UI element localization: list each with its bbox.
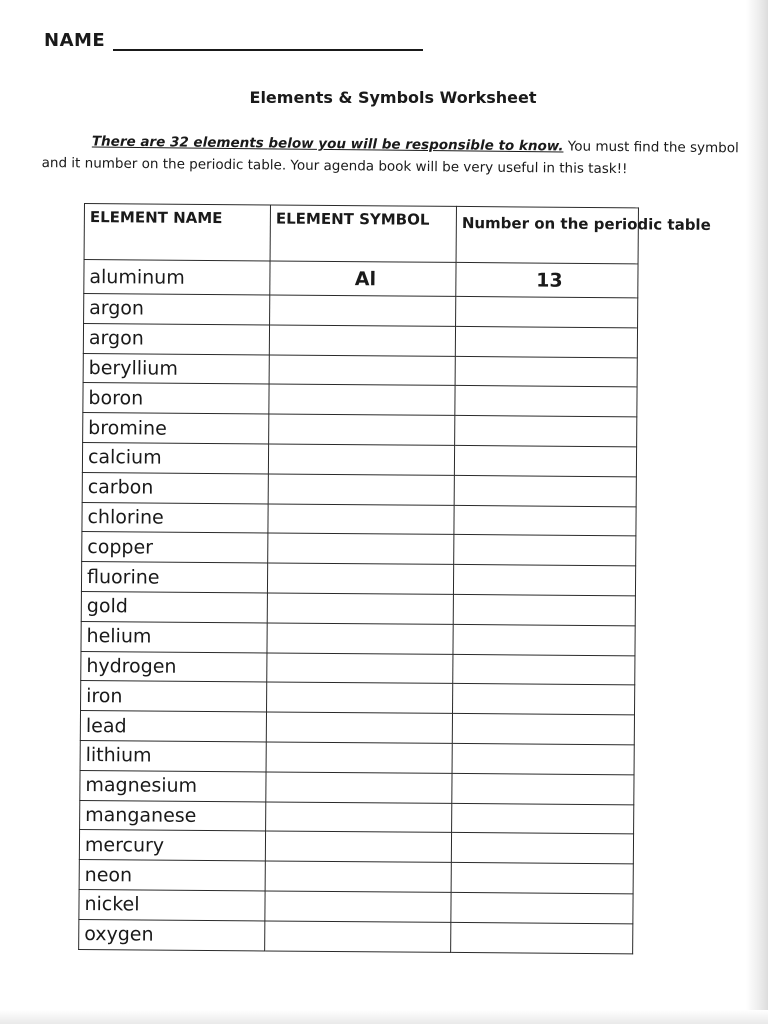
element-symbol-cell[interactable] <box>266 712 452 743</box>
table-row <box>82 442 636 476</box>
periodic-number-cell[interactable] <box>454 505 636 536</box>
element-symbol-cell[interactable] <box>266 801 452 832</box>
scan-shadow-bottom <box>0 1010 768 1024</box>
periodic-number-cell[interactable] <box>456 296 638 327</box>
table-row <box>83 383 637 417</box>
element-name-cell: argon <box>83 323 269 354</box>
element-name-cell: magnesium <box>80 770 266 801</box>
element-name-cell: chlorine <box>82 502 268 533</box>
periodic-number-cell[interactable] <box>453 624 635 655</box>
element-symbol-cell[interactable] <box>270 295 456 326</box>
table-row <box>81 681 635 715</box>
element-symbol-cell[interactable] <box>267 623 453 654</box>
periodic-number-cell[interactable] <box>455 326 637 357</box>
instructions-line1-rest: You must find the symbol <box>563 138 739 157</box>
element-symbol-cell[interactable] <box>267 682 453 713</box>
table-row <box>79 860 633 894</box>
element-symbol-cell[interactable] <box>266 772 452 803</box>
name-label: NAME <box>44 30 106 51</box>
worksheet-title: Elements & Symbols Worksheet <box>249 88 537 107</box>
element-name-cell: bromine <box>83 413 269 444</box>
elements-table <box>78 203 711 954</box>
periodic-number-cell[interactable] <box>451 922 633 953</box>
element-symbol-cell[interactable] <box>268 504 454 535</box>
table-row <box>83 413 637 447</box>
periodic-number-cell[interactable] <box>452 803 634 834</box>
periodic-number-cell[interactable] <box>455 356 637 387</box>
periodic-number-cell[interactable] <box>451 863 633 894</box>
element-name-cell: argon <box>84 294 270 325</box>
table-row <box>80 770 634 804</box>
element-name-cell: oxygen <box>79 919 265 950</box>
table-row <box>81 591 635 625</box>
instructions-line2: and it number on the periodic table. Your agenda book will be very useful in this task!! <box>41 154 628 178</box>
table-header-row <box>84 204 638 264</box>
element-name-cell: nickel <box>79 889 265 920</box>
element-name-cell: iron <box>81 681 267 712</box>
element-symbol-cell[interactable] <box>265 861 451 892</box>
element-symbol-cell[interactable] <box>268 533 454 564</box>
element-name-cell: boron <box>83 383 269 414</box>
table-row <box>84 260 638 298</box>
element-symbol-cell[interactable] <box>269 414 455 445</box>
periodic-number-cell[interactable] <box>452 773 634 804</box>
table-row <box>82 472 636 506</box>
element-symbol-cell[interactable]: Al <box>270 261 456 296</box>
periodic-number-cell[interactable] <box>454 535 636 566</box>
column-header-element-name: ELEMENT NAME <box>84 204 270 261</box>
table-row <box>79 830 633 864</box>
periodic-number-cell[interactable] <box>451 833 633 864</box>
element-symbol-cell[interactable] <box>269 355 455 386</box>
element-symbol-cell[interactable] <box>268 444 454 475</box>
table-body <box>79 260 638 954</box>
element-name-cell: helium <box>81 621 267 652</box>
element-name-cell: hydrogen <box>81 651 267 682</box>
instructions-emphasis: There are 32 elements below you will be responsible to know. <box>91 133 564 155</box>
periodic-number-cell[interactable] <box>453 654 635 685</box>
periodic-number-cell[interactable] <box>454 475 636 506</box>
element-name-cell: beryllium <box>83 353 269 384</box>
element-name-cell: fluorine <box>81 562 267 593</box>
element-name-cell: manganese <box>80 800 266 831</box>
element-name-cell: copper <box>82 532 268 563</box>
table-row <box>82 502 636 536</box>
element-symbol-cell[interactable] <box>268 474 454 505</box>
periodic-number-cell[interactable] <box>453 565 635 596</box>
periodic-number-cell[interactable] <box>454 445 636 476</box>
periodic-number-cell[interactable] <box>455 386 637 417</box>
element-name-cell: mercury <box>79 830 265 861</box>
element-name-cell: gold <box>81 591 267 622</box>
table-row <box>81 621 635 655</box>
table-row <box>80 740 634 774</box>
name-row <box>44 30 423 51</box>
table-row <box>82 532 636 566</box>
element-symbol-cell[interactable] <box>267 563 453 594</box>
element-symbol-cell[interactable] <box>267 593 453 624</box>
element-name-cell: neon <box>79 860 265 891</box>
table-row <box>83 323 637 357</box>
periodic-number-cell[interactable] <box>453 684 635 715</box>
elements-table-wrap <box>78 203 711 954</box>
periodic-number-cell[interactable] <box>455 416 637 447</box>
element-name-cell: lead <box>80 711 266 742</box>
element-symbol-cell[interactable] <box>265 921 451 952</box>
table-row <box>79 919 633 953</box>
table-row <box>80 711 634 745</box>
table-row <box>80 800 634 834</box>
table-row <box>79 889 633 923</box>
element-name-cell: calcium <box>82 442 268 473</box>
column-header-element-symbol: ELEMENT SYMBOL <box>270 205 456 262</box>
periodic-number-cell[interactable]: 13 <box>456 262 638 297</box>
element-symbol-cell[interactable] <box>266 742 452 773</box>
element-symbol-cell[interactable] <box>267 653 453 684</box>
element-symbol-cell[interactable] <box>269 325 455 356</box>
instructions <box>42 130 742 181</box>
table-row <box>81 651 635 685</box>
table-row <box>84 294 638 328</box>
periodic-number-cell[interactable] <box>451 892 633 923</box>
column-header-number: Number on the periodic table <box>456 206 638 263</box>
table-row <box>81 562 635 596</box>
periodic-number-cell[interactable] <box>452 714 634 745</box>
name-blank-line[interactable] <box>113 33 423 51</box>
element-name-cell: aluminum <box>84 260 270 295</box>
element-symbol-cell[interactable] <box>269 384 455 415</box>
element-symbol-cell[interactable] <box>265 831 451 862</box>
periodic-number-cell[interactable] <box>453 594 635 625</box>
scan-shadow-right <box>746 0 768 1024</box>
element-name-cell: carbon <box>82 472 268 503</box>
element-name-cell: lithium <box>80 740 266 771</box>
periodic-number-cell[interactable] <box>452 743 634 774</box>
table-row <box>83 353 637 387</box>
element-symbol-cell[interactable] <box>265 891 451 922</box>
